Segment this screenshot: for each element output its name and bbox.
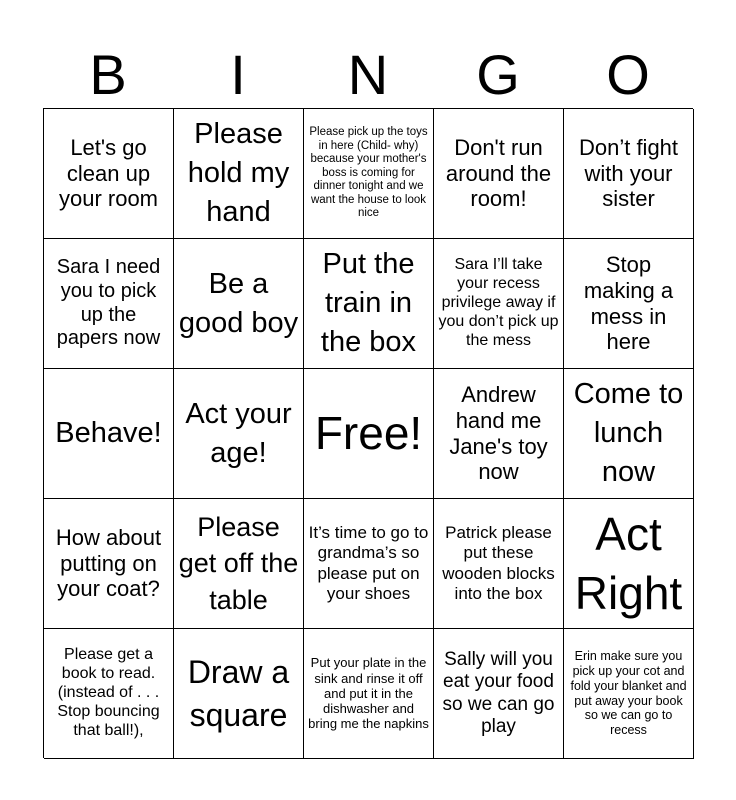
- bingo-cell[interactable]: Please get off the table: [174, 499, 304, 629]
- bingo-cell[interactable]: Let's go clean up your room: [44, 109, 174, 239]
- bingo-cell[interactable]: Put your plate in the sink and rinse it off and put it in the dishwasher and bring me the napkins: [304, 629, 434, 759]
- header-letter-g: G: [476, 43, 520, 106]
- bingo-cell[interactable]: How about putting on your coat?: [44, 499, 174, 629]
- header-letter-i: I: [230, 43, 246, 106]
- bingo-cell[interactable]: Please pick up the toys in here (Child- why) because your mother's boss is coming for dinner tonight and we want the house to look nice: [304, 109, 434, 239]
- bingo-cell[interactable]: Erin make sure you pick up your cot and fold your blanket and put away your book so we can go to recess: [564, 629, 694, 759]
- bingo-cell[interactable]: Patrick please put these wooden blocks into the box: [434, 499, 564, 629]
- free-space[interactable]: Free!: [304, 369, 434, 499]
- bingo-cell[interactable]: Don’t fight with your sister: [564, 109, 694, 239]
- header-letter-b: B: [89, 43, 127, 106]
- bingo-cell[interactable]: Sally will you eat your food so we can go play: [434, 629, 564, 759]
- bingo-cell[interactable]: Be a good boy: [174, 239, 304, 369]
- header-letter-o: O: [606, 43, 650, 106]
- bingo-cell[interactable]: Please get a book to read. (instead of . . . Stop bouncing that ball!),: [44, 629, 174, 759]
- bingo-cell[interactable]: Draw a square: [174, 629, 304, 759]
- bingo-cell[interactable]: Andrew hand me Jane's toy now: [434, 369, 564, 499]
- bingo-cell[interactable]: Stop making a mess in here: [564, 239, 694, 369]
- bingo-header: [43, 42, 693, 108]
- bingo-cell[interactable]: Please hold my hand: [174, 109, 304, 239]
- bingo-cell[interactable]: Don't run around the room!: [434, 109, 564, 239]
- bingo-cell[interactable]: Behave!: [44, 369, 174, 499]
- bingo-grid: [43, 108, 693, 758]
- bingo-cell[interactable]: It’s time to go to grandma’s so please put on your shoes: [304, 499, 434, 629]
- bingo-cell[interactable]: Sara I’ll take your recess privilege away if you don’t pick up the mess: [434, 239, 564, 369]
- bingo-cell[interactable]: Act Right: [564, 499, 694, 629]
- bingo-cell[interactable]: Act your age!: [174, 369, 304, 499]
- bingo-cell[interactable]: Put the train in the box: [304, 239, 434, 369]
- bingo-cell[interactable]: Come to lunch now: [564, 369, 694, 499]
- bingo-cell[interactable]: Sara I need you to pick up the papers now: [44, 239, 174, 369]
- header-letter-n: N: [347, 43, 389, 106]
